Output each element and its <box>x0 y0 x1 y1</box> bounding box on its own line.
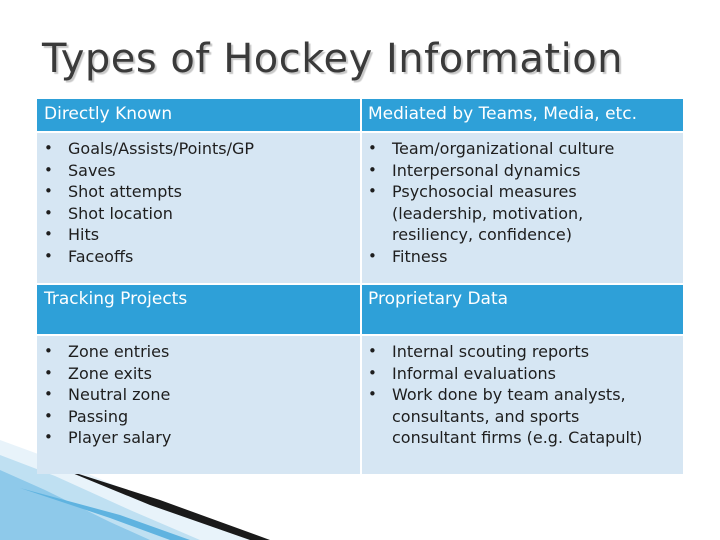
list-item-text: Player salary <box>68 428 172 448</box>
list-item-text: Neutral zone <box>68 385 171 405</box>
header-label: Proprietary Data <box>368 289 509 309</box>
list-item-text: Fitness <box>392 246 448 266</box>
bullet-icon: • <box>44 203 53 222</box>
list-item <box>44 160 361 182</box>
bullet-icon: • <box>44 225 53 244</box>
cell-proprietary-data <box>361 335 683 474</box>
bullet-icon: • <box>368 139 377 157</box>
bullet-icon: • <box>368 246 377 265</box>
list-item-text: Goals/Assists/Points/GP <box>68 139 255 158</box>
list-item <box>44 224 361 246</box>
list-item <box>368 341 683 363</box>
header-label: Mediated by Teams, Media, etc. <box>368 104 637 124</box>
bullet-icon: • <box>368 385 377 404</box>
list-item <box>44 246 361 268</box>
list-item <box>368 138 683 160</box>
header-tracking-projects <box>37 284 361 335</box>
hockey-info-table <box>37 99 683 474</box>
list-item-text: Faceoffs <box>68 246 134 266</box>
list-item-text: Zone entries <box>68 342 170 361</box>
bullet-list <box>368 341 683 449</box>
list-item-text: Psychosocial measures (leadership, motivation, resiliency, confidence) <box>392 182 584 245</box>
list-item <box>368 363 683 385</box>
list-item <box>368 181 683 246</box>
list-item <box>368 246 683 268</box>
list-item <box>44 203 361 225</box>
bullet-icon: • <box>44 385 53 404</box>
header-label: Directly Known <box>44 104 173 124</box>
bullet-icon: • <box>368 182 377 201</box>
bullet-list <box>44 341 361 449</box>
bullet-list <box>368 138 683 268</box>
bullet-icon: • <box>368 363 377 382</box>
list-item-text: Hits <box>68 225 100 245</box>
list-item-text: Interpersonal dynamics <box>392 160 581 180</box>
cell-mediated <box>361 132 683 284</box>
row-divider <box>37 131 683 133</box>
list-item-text: Passing <box>68 406 129 426</box>
header-directly-known <box>37 99 361 132</box>
page-title: Types of Hockey Information <box>42 36 624 82</box>
row-divider <box>37 334 683 336</box>
list-item-text: Work done by team analysts, consultants, and sports consultant firms (e.g. Catapult) <box>392 385 643 448</box>
list-item-text: Zone exits <box>68 363 152 383</box>
list-item <box>44 138 361 160</box>
bullet-icon: • <box>44 342 53 360</box>
list-item <box>368 384 683 449</box>
list-item-text: Team/organizational culture <box>392 139 615 158</box>
cell-tracking-projects <box>37 335 361 474</box>
cell-directly-known <box>37 132 361 284</box>
list-item <box>44 363 361 385</box>
list-item <box>44 384 361 406</box>
bullet-icon: • <box>44 182 53 201</box>
list-item <box>44 181 361 203</box>
bullet-icon: • <box>44 160 53 179</box>
list-item-text: Internal scouting reports <box>392 342 590 361</box>
bullet-icon: • <box>44 406 53 425</box>
bullet-icon: • <box>44 139 53 157</box>
list-item-text: Saves <box>68 160 116 180</box>
row-divider <box>37 283 683 285</box>
bullet-icon: • <box>368 342 377 360</box>
bullet-icon: • <box>44 363 53 382</box>
bullet-icon: • <box>368 160 377 179</box>
column-divider <box>360 99 362 474</box>
list-item <box>44 341 361 363</box>
list-item <box>44 406 361 428</box>
bullet-icon: • <box>44 246 53 265</box>
list-item-text: Shot attempts <box>68 182 182 202</box>
header-mediated <box>361 99 683 132</box>
list-item-text: Informal evaluations <box>392 363 556 383</box>
header-label: Tracking Projects <box>44 289 188 309</box>
bullet-icon: • <box>44 428 53 447</box>
list-item <box>44 427 361 449</box>
list-item <box>368 160 683 182</box>
list-item-text: Shot location <box>68 203 173 223</box>
bullet-list <box>44 138 361 268</box>
header-proprietary-data <box>361 284 683 335</box>
